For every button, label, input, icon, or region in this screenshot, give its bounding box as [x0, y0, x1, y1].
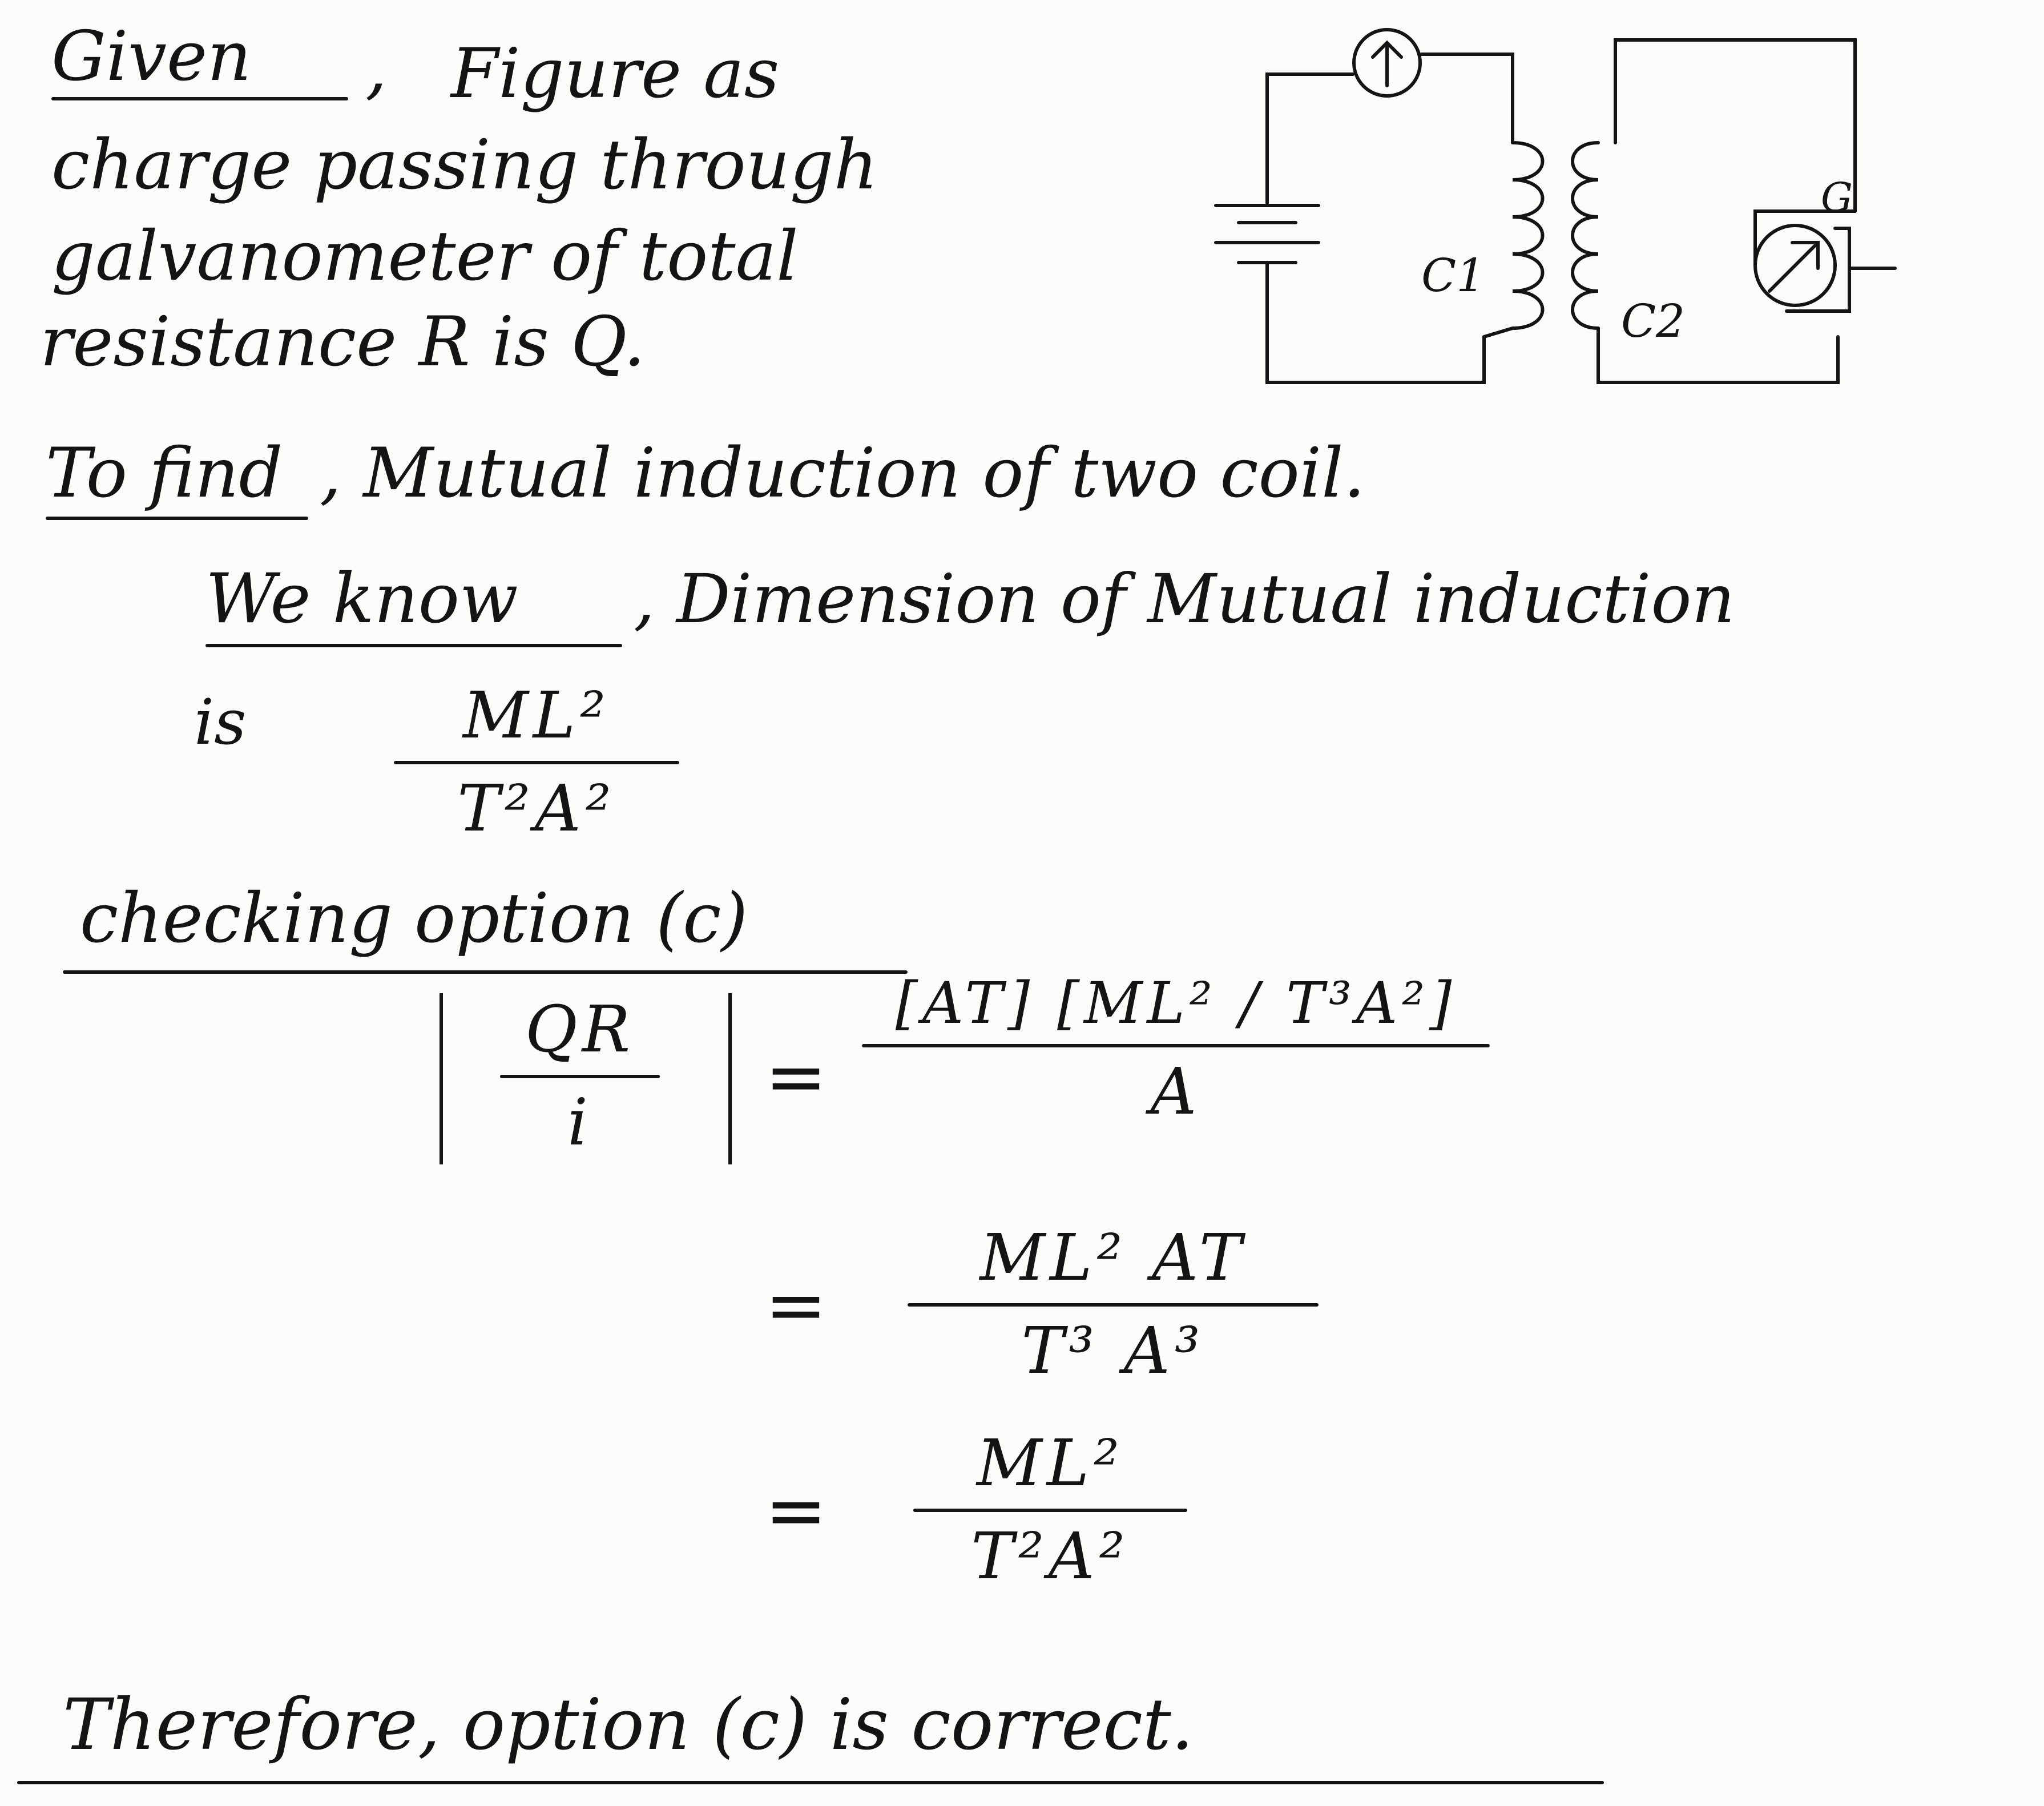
we-know-heading: We know [205, 559, 518, 639]
given-line-1: Figure as [451, 34, 780, 114]
circuit-diagram [1199, 17, 1906, 405]
step1-rhs-bar [862, 1044, 1490, 1047]
step2-equals: = [765, 1261, 827, 1348]
step1-rhs-denominator: A [1150, 1055, 1202, 1129]
coil2-label: C2 [1621, 295, 1686, 348]
dimension-bar [394, 761, 679, 764]
lhs-bar [500, 1075, 660, 1078]
step1-rhs-numerator: [AT] [ML² / T³A²] [895, 970, 1457, 1037]
coil1-label: C1 [1421, 249, 1486, 302]
lhs-bracket-expression [440, 993, 732, 1164]
to-find-text: , Mutual induction of two coil. [320, 434, 1365, 513]
step3-numerator: ML² [977, 1426, 1124, 1501]
step2-numerator: ML² AT [979, 1221, 1247, 1295]
given-line-3: galvanometer of total [51, 217, 799, 296]
mutual-induction-dimension [394, 679, 679, 846]
galvanometer-label: G [1821, 174, 1853, 221]
to-find-heading: To find [46, 434, 283, 513]
step3-equals: = [765, 1467, 827, 1554]
given-line-4: resistance R is Q. [40, 303, 646, 382]
we-know-text: , Dimension of Mutual induction [634, 559, 1735, 638]
conclusion-text: Therefore, option (c) is correct. [63, 1684, 1194, 1766]
step3-bar [913, 1509, 1187, 1512]
dimension-denominator: T²A² [457, 771, 616, 846]
step3-fraction [913, 1427, 1187, 1594]
lhs-fraction [500, 993, 660, 1160]
given-comma: , [365, 29, 388, 108]
given-heading: Given [51, 17, 252, 96]
given-line-2: charge passing through [51, 126, 878, 205]
step2-bar [908, 1303, 1319, 1307]
step2-denominator: T³ A³ [1021, 1313, 1205, 1388]
conclusion-underline [17, 1781, 1604, 1784]
we-know-is: is [194, 686, 247, 759]
lhs-numerator: QR [525, 993, 635, 1067]
checking-heading: checking option (c) [80, 879, 748, 958]
step1-equals: = [765, 1033, 827, 1120]
we-know-underline [205, 644, 622, 647]
checking-underline [63, 970, 908, 974]
step2-fraction [908, 1222, 1319, 1388]
step3-denominator: T²A² [971, 1519, 1130, 1594]
to-find-underline [46, 517, 308, 520]
step1-rhs-fraction [862, 970, 1490, 1129]
lhs-denominator: i [567, 1085, 592, 1160]
given-underline [51, 97, 348, 100]
dimension-numerator: ML² [463, 679, 610, 753]
